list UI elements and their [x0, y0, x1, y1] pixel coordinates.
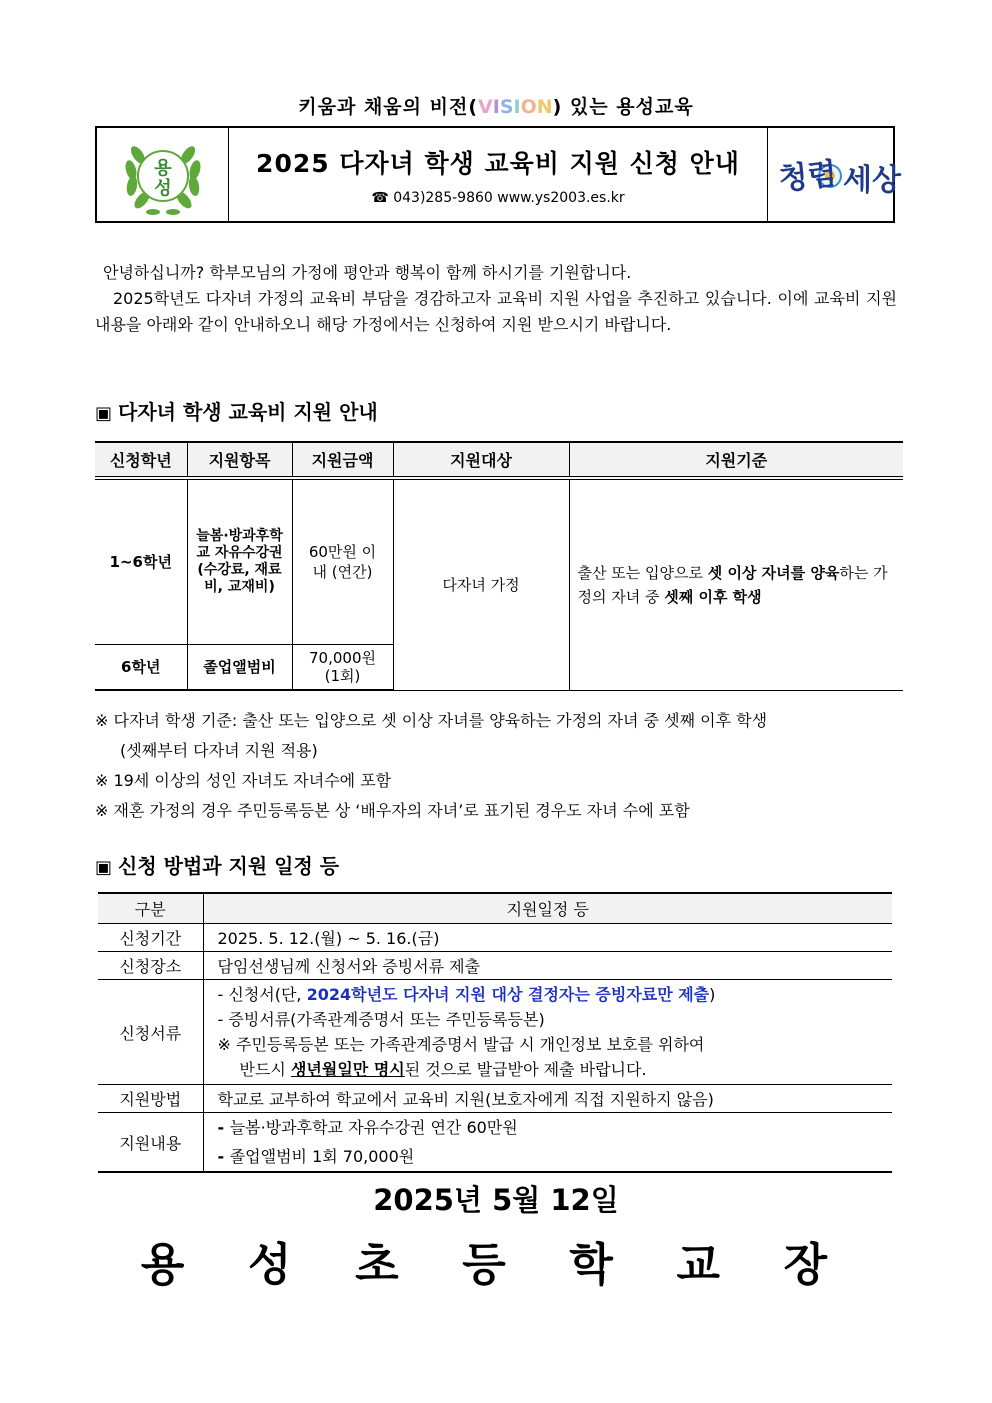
title-area [229, 128, 767, 221]
doc-line [218, 982, 893, 1007]
table-row [98, 1085, 892, 1113]
logo-word-right: 세상 [843, 162, 901, 198]
schedule-table-header [98, 893, 892, 924]
school-motto [0, 92, 992, 119]
application-place: 담임선생님께 신청서와 증빙서류 제출 [203, 952, 892, 980]
doc-text: ) [709, 985, 716, 1004]
schedule-table [98, 892, 892, 1173]
section1-title: 다자녀 학생 교육비 지원 안내 [118, 400, 378, 424]
content-line: - 늘봄·방과후학교 자유수강권 연간 60만원 [217, 1118, 518, 1137]
doc-emphasis: 2024학년도 다자녀 지원 대상 결정자는 증빙자료만 제출 [306, 985, 710, 1004]
criteria-text: 하는 가정의 자녀 중 [577, 563, 888, 606]
header-criteria: 지원기준 [569, 442, 903, 478]
item-cell: 졸업앨범비 [187, 644, 292, 690]
table-row [98, 952, 892, 980]
motto-vision [478, 96, 553, 118]
item-cell: 늘봄·방과후학교 자유수강권 (수강료, 재료비, 교재비) [187, 478, 292, 644]
note-item: ※ 19세 이상의 성인 자녀도 자녀수에 포함 [95, 771, 392, 790]
logo-word-left: 청렴 [777, 156, 839, 197]
vision-letter: V [478, 96, 493, 118]
signature: 용 성 초 등 학 교 장 [140, 1238, 852, 1291]
doc-emphasis: 생년월일만 명시 [290, 1060, 405, 1079]
logo-char-1: 용 [153, 157, 172, 179]
contact-info: ☎ 043)285-9860 www.ys2003.es.kr [371, 189, 625, 206]
row-label: 지원방법 [98, 1085, 203, 1113]
content-text: 졸업앨범비 1회 70,000원 [229, 1147, 415, 1166]
note-text: (셋째부터 다자녀 지원 적용) [120, 741, 318, 760]
criteria-emphasis: 셋 이상 자녀를 양육 [707, 563, 840, 582]
header-category: 구분 [98, 893, 203, 924]
vision-letter: I [513, 96, 521, 118]
doc-line: ※ 주민등록등본 또는 가족관계증명서 발급 시 개인정보 보호를 위하여 [217, 1035, 705, 1054]
intro-body: 2025학년도 다자녀 가정의 교육비 부담을 경감하고자 교육비 지원 사업을 추진하고 있습니다. 이에 교육비 지원내용을 아래와 같이 안내하오니 해당 가정에서는 신청하여 지원 받으시기 바랍니다. [95, 289, 897, 334]
support-content [203, 1113, 892, 1173]
section2-heading [95, 850, 339, 879]
support-table [95, 441, 903, 691]
square-bullet-icon: ▣ [95, 857, 113, 878]
header-schedule: 지원일정 등 [203, 893, 892, 924]
required-documents [203, 980, 892, 1085]
title-box [95, 126, 901, 223]
motto-prefix: 키움과 채움의 비전( [298, 96, 479, 118]
integrity-world-logo-icon [773, 140, 901, 210]
support-method: 학교로 교부하여 학교에서 교육비 지원(보호자에게 직접 지원하지 않음) [203, 1085, 892, 1113]
square-bullet-icon: ▣ [95, 403, 113, 424]
header-item: 지원항목 [187, 442, 292, 478]
header-target: 지원대상 [393, 442, 569, 478]
intro-greeting: 안녕하십니까? 학부모님의 가정에 평안과 행복이 함께 하시기를 기원합니다. [103, 263, 632, 282]
target-cell: 다자녀 가정 [393, 478, 569, 690]
row-label: 지원내용 [98, 1113, 203, 1173]
section2-title: 신청 방법과 지원 일정 등 [118, 854, 340, 878]
issue-date: 2025년 5월 12일 [373, 1183, 619, 1217]
table-row [98, 1113, 892, 1173]
application-period: 2025. 5. 12.(월) ~ 5. 16.(금) [203, 924, 892, 952]
motto-suffix: ) 있는 용성교육 [552, 96, 694, 118]
criteria-text: 출산 또는 입양으로 [577, 563, 708, 582]
note-item [95, 709, 903, 763]
header-grade: 신청학년 [95, 442, 187, 478]
criteria-emphasis: 셋째 이후 학생 [664, 587, 762, 606]
note-text: ※ 다자녀 학생 기준: 출산 또는 입양으로 셋 이상 자녀를 양육하는 가정의 자녀 중 셋째 이후 학생 [95, 711, 768, 730]
amount-cell: 70,000원 (1회) [292, 644, 393, 690]
support-table-header [95, 442, 903, 478]
page-title: 2025 다자녀 학생 교육비 지원 신청 안내 [256, 148, 740, 178]
school-logo [97, 128, 229, 221]
note-item: ※ 재혼 가정의 경우 주민등록등본 상 ‘배우자의 자녀’로 표기된 경우도 자녀 수에 포함 [95, 801, 690, 820]
grade-cell: 1~6학년 [95, 478, 187, 644]
section1-heading [95, 396, 378, 425]
doc-text: - 신청서(단, [217, 985, 307, 1004]
doc-line: - 증빙서류(가족관계증명서 또는 주민등록등본) [217, 1010, 545, 1029]
doc-text: 된 것으로 발급받아 제출 바랍니다. [404, 1060, 647, 1079]
vision-letter: S [499, 96, 514, 118]
content-text: 늘봄·방과후학교 자유수강권 연간 60만원 [229, 1118, 518, 1137]
table-row [95, 478, 903, 644]
doc-line [218, 1057, 893, 1082]
doc-text: 반드시 [239, 1060, 291, 1079]
header-amount: 지원금액 [292, 442, 393, 478]
intro-text [95, 260, 897, 338]
table-row [98, 924, 892, 952]
laurel-emblem-icon [118, 130, 208, 220]
row-label: 신청서류 [98, 980, 203, 1085]
grade-cell: 6학년 [95, 644, 187, 690]
criteria-cell [569, 478, 903, 690]
row-label: 신청장소 [98, 952, 203, 980]
content-line: - 졸업앨범비 1회 70,000원 [217, 1147, 415, 1166]
vision-letter: I [492, 96, 500, 118]
vision-letter: N [536, 96, 553, 118]
table-row [98, 980, 892, 1085]
amount-cell: 60만원 이내 (연간) [292, 478, 393, 644]
notes [95, 709, 903, 829]
logo-char-2: 성 [153, 177, 172, 199]
integrity-logo [767, 128, 901, 221]
row-label: 신청기간 [98, 924, 203, 952]
vision-letter: O [520, 96, 537, 118]
